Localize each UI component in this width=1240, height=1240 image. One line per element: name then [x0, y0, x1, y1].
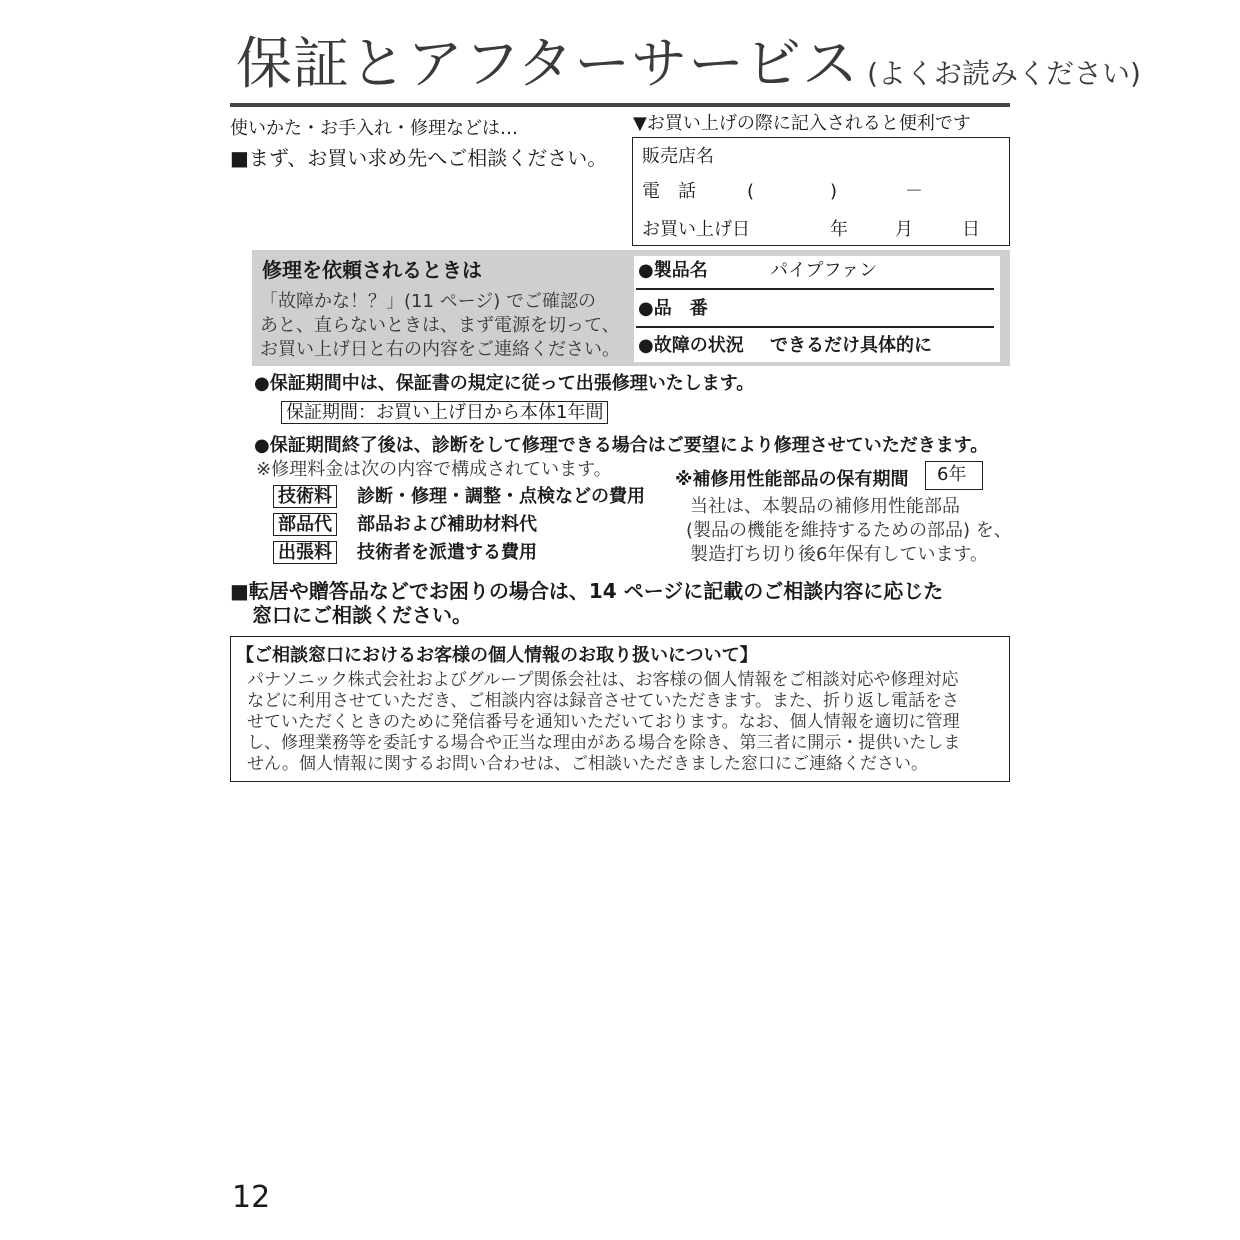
warranty-fee-note: ※修理料金は次の内容で構成されています。	[256, 459, 612, 480]
repair-heading: 修理を依頼されるときは	[262, 258, 482, 282]
moving-line1: ■転居や贈答品などでお困りの場合は、14 ページに記載のご相談内容に応じた	[230, 579, 944, 603]
title-main: 保証とアフターサービス	[236, 32, 860, 97]
parts-label: ※補修用性能部品の保有期間	[675, 469, 909, 490]
repair-line-3: お買い上げ日と右の内容をご連絡ください。	[260, 339, 620, 360]
repair-divider-2	[636, 326, 994, 328]
repair-divider-1	[636, 288, 994, 290]
repair-line-2: あと、直らないときは、まず電源を切って、	[260, 315, 620, 336]
parts-years: 6年	[937, 464, 967, 485]
moving-line2: 窓口にご相談ください。	[252, 603, 472, 627]
privacy-line-5: せん。個人情報に関するお問い合わせは、ご相談いただきました窓口にご連絡ください。	[247, 754, 929, 774]
title-subtitle: (よくお読みください)	[867, 57, 1141, 90]
warranty-period-text: 保証期間：お買い上げ日から本体1年間	[281, 401, 608, 424]
memo-phone-label: 電 話	[642, 181, 696, 202]
repair-model-label: ●品 番	[638, 298, 708, 319]
memo-phone-close: )	[830, 181, 838, 202]
fee-desc-visit: 技術者を派遣する費用	[357, 542, 537, 563]
page-title	[236, 30, 1141, 109]
fee-tag-visit: 出張料	[273, 541, 337, 565]
intro-line2: ■まず、お買い求め先へご相談ください。	[230, 146, 608, 170]
repair-fault-value: できるだけ具体的に	[770, 335, 932, 356]
privacy-line-2: などに利用させていただき、ご相談内容は録音させていただきます。また、折り返し電話をさ	[247, 691, 959, 711]
page-number: 12	[232, 1180, 271, 1215]
memo-caption: ▼お買い上げの際に記入されると便利です	[633, 113, 971, 134]
warranty-during: ●保証期間中は、保証書の規定に従って出張修理いたします。	[254, 373, 755, 394]
parts-line-1: 当社は、本製品の補修用性能部品	[690, 496, 960, 517]
fee-desc-parts: 部品および補助材料代	[357, 514, 537, 535]
privacy-line-4: し、修理業務等を委託する場合や正当な理由がある場合を除き、第三者に開示・提供いたしま	[247, 733, 961, 753]
warranty-period	[281, 401, 608, 425]
memo-date-label: お買い上げ日	[642, 219, 750, 240]
privacy-line-3: せていただくときのために発信番号を通知いただいております。なお、個人情報を適切に管理	[247, 712, 960, 732]
repair-product-value: パイプファン	[770, 260, 878, 281]
memo-phone-dash: －	[905, 181, 923, 202]
repair-fault-label: ●故障の状況	[638, 335, 744, 356]
fee-tag-tech: 技術料	[273, 485, 337, 509]
repair-product-label: ●製品名	[638, 260, 708, 281]
title-rule	[230, 103, 1010, 107]
memo-day: 日	[962, 219, 980, 240]
memo-month: 月	[895, 219, 913, 240]
intro-line1: 使いかた・お手入れ・修理などは…	[230, 118, 518, 139]
fee-tag-parts: 部品代	[273, 513, 337, 537]
privacy-line-1: パナソニック株式会社およびグループ関係会社は、お客様の個人情報をご相談対応や修理対応	[247, 670, 959, 690]
warranty-after: ●保証期間終了後は、診断をして修理できる場合はご要望により修理させていただきます。	[254, 435, 989, 456]
memo-phone-open: (	[747, 181, 755, 202]
memo-shop-label: 販売店名	[642, 146, 714, 167]
privacy-heading: 【ご相談窓口におけるお客様の個人情報のお取り扱いについて】	[236, 645, 758, 666]
fee-desc-tech: 診断・修理・調整・点検などの費用	[357, 486, 645, 507]
parts-line-2: (製品の機能を維持するための部品) を、	[686, 520, 1012, 541]
memo-year: 年	[830, 219, 848, 240]
repair-line-1: 「故障かな！？」(11 ページ) でご確認の	[260, 291, 597, 312]
parts-line-3: 製造打ち切り後6年保有しています。	[690, 544, 989, 565]
